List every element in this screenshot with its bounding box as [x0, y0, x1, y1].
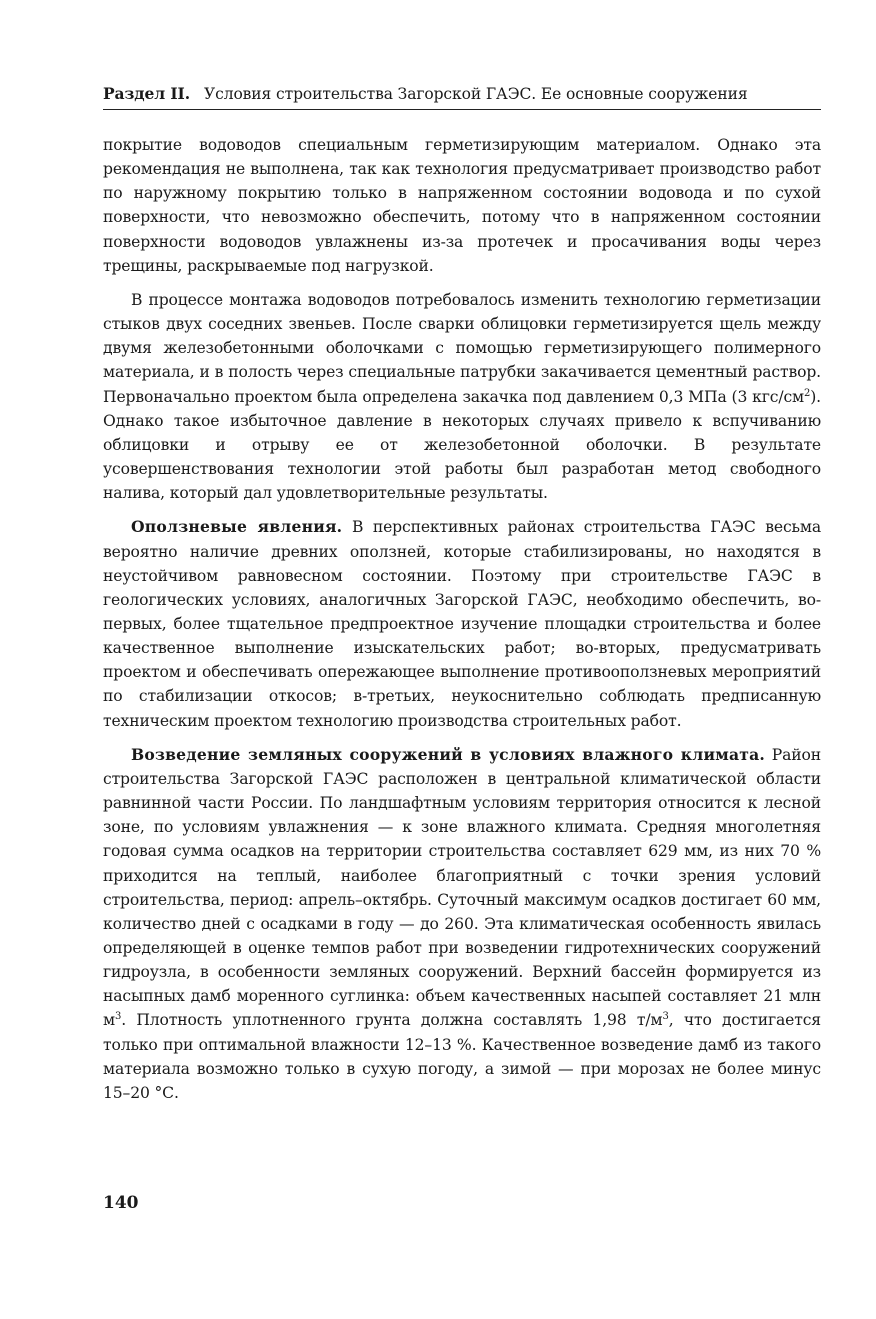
- paragraph-3-text: В перспективных районах строительства ГАЭС весьма вероятно наличие древних оползней, которые стабилизированы, но находятся в неустойчивом равновесном состоянии. Поэтому при строительстве ГАЭС в геологических условиях, аналогичных Загорской ГАЭС, необходимо обеспечить, во-первых, более тщательное предпроектное изучение площадки строительства и более качественное выполнение изыскательских работ; во-вторых, предусматривать проектом и обеспечивать опережающее выполнение противооползневых мероприятий по стабилизации откосов; в-третьих, неукоснительно соблюдать предписанную техническим проектом технологию производства строительных работ.: [103, 518, 821, 730]
- superscript: 2: [804, 387, 811, 399]
- paragraph-4-part-a: Район строительства Загорской ГАЭС расположен в центральной климатической области равнинной части России. По ландшафтным условиям территория относится к лесной зоне, по условиям увлажнения — к зоне влажного климата. Средняя многолетняя годовая сумма осадков на территории строительства составляет 629 мм, из них 70 % приходится на теплый, наиболее благоприятный с точки зрения условий строительства, период: апрель–октябрь. Суточный максимум осадков достигает 60 мм, количество дней с осадками в году — до 260. Эта климатическая особенность явилась определяющей в оценке темпов работ при возведении гидротехнических сооружений гидроузла, в особенности земляных сооружений. Верхний бассейн формируется из насыпных дамб моренного суглинка: объем качественных насыпей составляет 21 млн м: [103, 745, 821, 1030]
- paragraph-4: [103, 743, 821, 1105]
- page-number: 140: [103, 1193, 139, 1213]
- paragraph-4-part-c: , что достигается только при оптимальной влажности 12–13 %. Качественное возведение дамб из такого материала возможно только в сухую погоду, а зимой — при морозах не более минус 15–20 °С.: [103, 1011, 821, 1102]
- paragraph-2-part-b: ). Однако такое избыточное давление в некоторых случаях привело к вспучиванию облицовки и отрыву ее от железобетонной оболочки. В результате усовершенствования технологии этой работы был разработан метод свободного налива, который дал удовлетворительные результаты.: [103, 387, 821, 503]
- earthworks-heading: Возведение земляных сооружений в условиях влажного климата.: [131, 744, 766, 764]
- section-label: Раздел II.: [103, 84, 191, 103]
- paragraph-2-part-a: В процессе монтажа водоводов потребовалось изменить технологию герметизации стыков двух соседних звеньев. После сварки облицовки герметизируется щель между двумя железобетонными оболочками с помощью герметизирующего полимерного материала, и в полость через специальные патрубки закачивается цементный раствор. Первоначально проектом была определена закачка под давлением 0,3 МПа (3 кгс/см: [103, 290, 821, 406]
- chapter-title: Условия строительства Загорской ГАЭС. Ее основные сооружения: [204, 85, 748, 103]
- paragraph-4-part-b: . Плотность уплотненного грунта должна составлять 1,98 т/м: [121, 1011, 663, 1030]
- paragraph-3: [103, 515, 821, 732]
- header-rule: [103, 109, 821, 110]
- landslide-heading: Оползневые явления.: [131, 517, 343, 537]
- superscript: 3: [114, 1011, 122, 1023]
- superscript: 3: [662, 1011, 669, 1023]
- running-header: [103, 84, 821, 104]
- body-text: [103, 133, 821, 1115]
- book-page: [103, 0, 823, 1319]
- paragraph-2: [103, 288, 821, 505]
- paragraph-1: покрытие водоводов специальным герметизирующим материалом. Однако эта рекомендация не выполнена, так как технология предусматривает производство работ по наружному покрытию только в напряженном состоянии водовода и по сухой поверхности, что невозможно обеспечить, потому что в напряженном состоянии поверхности водоводов увлажнены из-за протечек и просачивания воды через трещины, раскрываемые под нагрузкой.: [103, 136, 821, 275]
